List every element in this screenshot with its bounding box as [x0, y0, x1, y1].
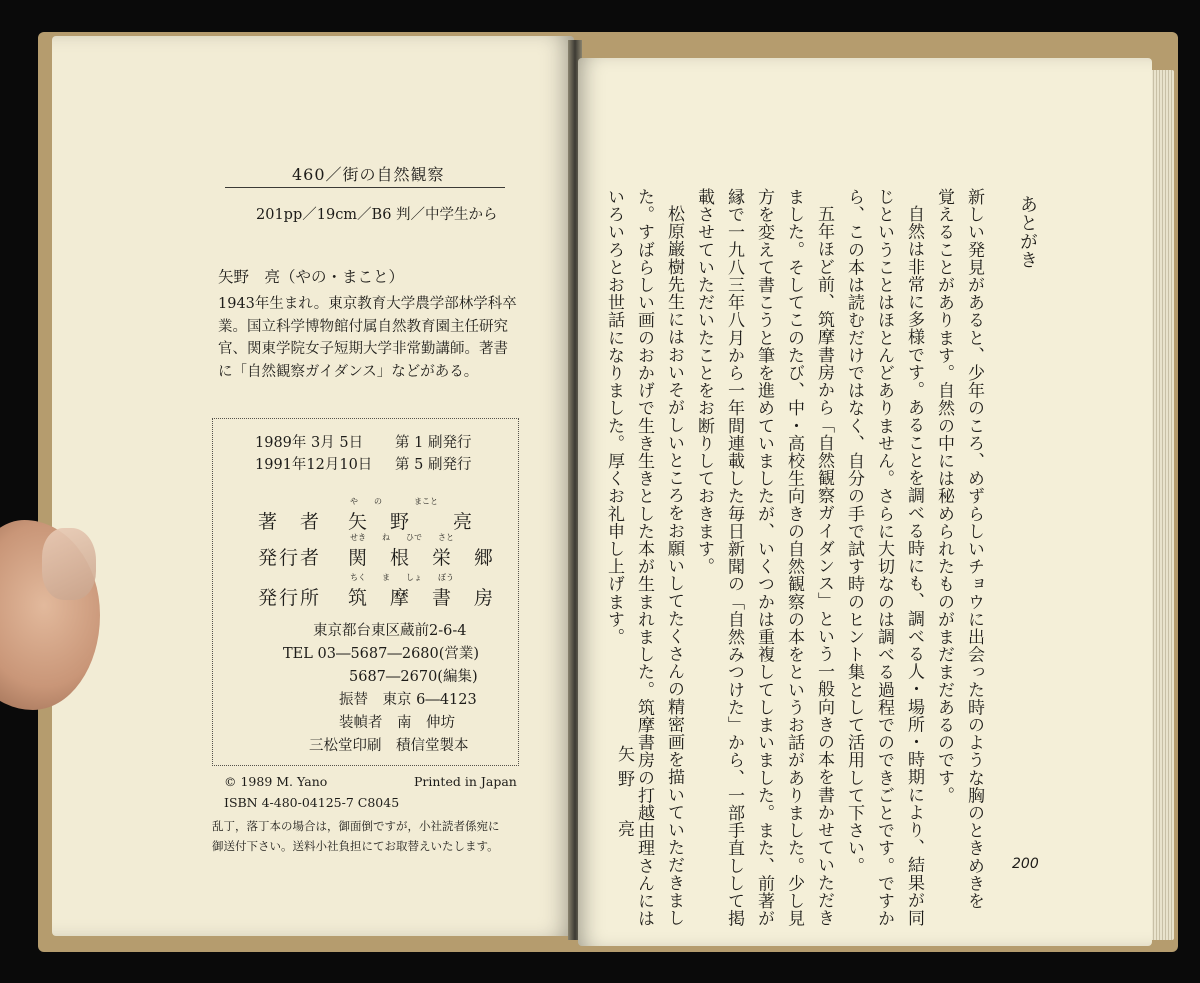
binder: 装幀者 南 伸坊 — [339, 715, 455, 731]
text-column: 方を変えて書こうと筆を進めていましたが、いくつかは重複してしまいました。また、前著が — [754, 188, 774, 928]
author-ruby: や の まこと — [350, 497, 438, 506]
text-column: ました。そしてこのたび、中・高校生向きの自然観察の本をというお話がありました。少し見 — [784, 188, 804, 928]
furikae: 振替 東京 6―4123 — [339, 692, 477, 708]
author-label: 著 者 — [258, 511, 322, 533]
colophon-box — [212, 418, 519, 766]
house-label: 発行所 — [258, 587, 322, 609]
house-ruby: ちく ま しょ ぼう — [350, 573, 454, 582]
author-bio: 1943年生まれ。東京教育大学農学部林学科卒業。国立科学博物館付属自然教育園主任研究官、関東学院女子短期大学非常勤講師。著書に「自然観察ガイダンス」などがある。 — [218, 296, 517, 380]
tel-sales: TEL 03―5687―2680(営業) — [283, 646, 480, 662]
notice-line-2: 御送付下さい。送料小社負担にてお取替えいたします。 — [212, 839, 499, 853]
edition1-label: 第 1 刷発行 — [395, 435, 472, 451]
text-column: 五年ほど前、筑摩書房から「自然観察ガイダンス」という一般向きの本を書かせていただき — [814, 205, 834, 927]
edition1-date: 1989年 3月 5日 — [255, 435, 364, 451]
book-spec: 201pp／19cm／B6 判／中学生から — [256, 207, 498, 223]
text-column: 新しい発見があると、少年のころ、めずらしいチョウに出会った時のような胸のときめきを — [964, 188, 984, 910]
page-number: 200 — [1012, 856, 1039, 872]
tel-editorial: 5687―2670(編集) — [349, 669, 478, 685]
title-rule — [225, 187, 505, 188]
text-column: 自然は非常に多様です。あることを調べる時にも、調べる人・場所・時期により、結果が同 — [904, 205, 924, 927]
printed-in-japan: Printed in Japan — [414, 774, 517, 789]
text-column: いろいろとお世話になりました。厚くお礼申し上げます。 — [604, 188, 624, 646]
printer: 三松堂印刷 積信堂製本 — [309, 738, 469, 754]
isbn: ISBN 4-480-04125-7 C8045 — [224, 795, 400, 810]
text-column: ら、この本は読むだけではなく、自分の手で試す時のヒント集として活用して下さい。 — [844, 188, 864, 875]
address: 東京都台東区蔵前2-6-4 — [313, 623, 467, 639]
copyright: © 1989 M. Yano — [224, 774, 328, 789]
text-column: 松原巌樹先生にはおいそがしいところをお願いしてたくさんの精密画を描いていただきまし — [664, 205, 684, 927]
text-column: 覚えることがあります。自然の中には秘められたものがまだまだあるのです。 — [934, 188, 954, 804]
afterword-heading: あとがき — [1017, 195, 1038, 270]
author-name: 矢野 亮（やの・まこと） — [218, 268, 405, 286]
publisher-label: 発行者 — [258, 547, 322, 569]
publisher-ruby: せき ね ひで さと — [350, 533, 454, 542]
thumbnail — [42, 528, 96, 600]
series-title: 460／街の自然観察 — [292, 165, 445, 184]
notice-line-1: 乱丁，落丁本の場合は，御面倒ですが，小社読者係宛に — [212, 819, 500, 833]
text-column: 載させていただいたことをお断りしておきます。 — [694, 188, 714, 576]
text-column: じということはほとんどありません。さらに大切なのは調べる過程でのできごとです。ですか — [874, 188, 894, 928]
text-column: 縁で一九八三年八月から一年間連載した毎日新聞の「自然みつけた」から、一部手直しして掲 — [724, 188, 744, 928]
house-value: ちく ま しょ ぼう 筑 摩 書 房 — [348, 573, 496, 609]
author-value: や の まこと 矢 野 亮 — [348, 497, 475, 533]
edition2-label: 第 5 刷発行 — [395, 457, 472, 473]
text-column: た。すばらしい画のおかげで生き生きとした本が生まれました。筑摩書房の打越由理さんには — [634, 188, 654, 928]
edition2-date: 1991年12月10日 — [255, 457, 373, 473]
author-signature: 矢野 亮 — [614, 745, 634, 845]
publisher-value: せき ね ひで さと 関 根 栄 郷 — [348, 533, 496, 569]
